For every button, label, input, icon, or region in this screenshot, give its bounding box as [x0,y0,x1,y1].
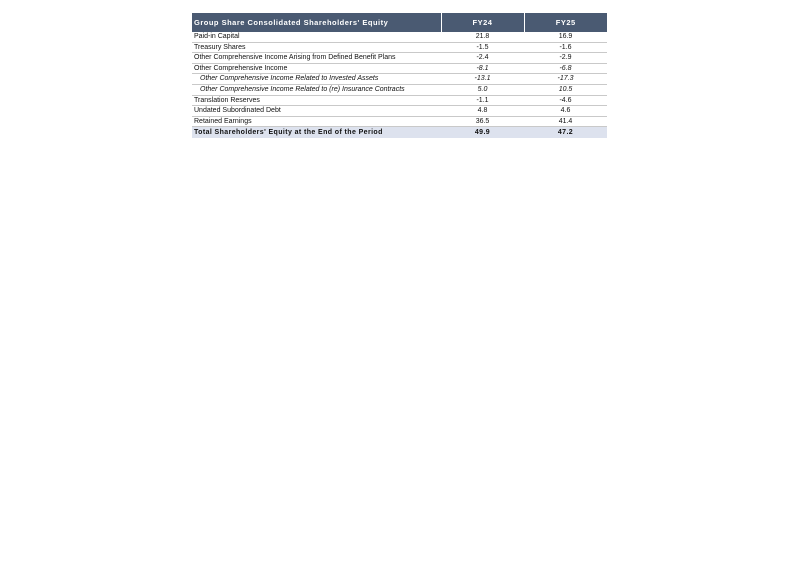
fy25-value: -17.3 [524,74,607,85]
fy24-value: -1.5 [441,42,524,53]
table-title-header: Group Share Consolidated Shareholders' Equity [192,13,441,32]
row-label: Translation Reserves [192,95,441,106]
fy24-value: 5.0 [441,84,524,95]
row-label: Other Comprehensive Income Related to (re) Insurance Contracts [192,84,441,95]
row-label: Other Comprehensive Income [192,63,441,74]
fy25-value: -1.6 [524,42,607,53]
table-row [192,42,607,53]
total-fy24-value: 49.9 [441,127,524,139]
fy24-value: 36.5 [441,116,524,127]
row-label: Other Comprehensive Income Related to Invested Assets [192,74,441,85]
table-row [192,116,607,127]
table-row [192,106,607,117]
fy24-value: -8.1 [441,63,524,74]
total-fy25-value: 47.2 [524,127,607,139]
row-label: Treasury Shares [192,42,441,53]
row-label: Retained Earnings [192,116,441,127]
fy25-value: -6.8 [524,63,607,74]
table-header-row [192,13,607,32]
equity-table-container [192,13,607,138]
table-row [192,32,607,42]
fy24-value: -2.4 [441,53,524,64]
row-label: Undated Subordinated Debt [192,106,441,117]
table-row [192,63,607,74]
table-row [192,95,607,106]
fy25-value: -2.9 [524,53,607,64]
fy24-value: 4.8 [441,106,524,117]
table-row [192,74,607,85]
table-row [192,53,607,64]
fy24-value: -1.1 [441,95,524,106]
total-label: Total Shareholders' Equity at the End of the Period [192,127,441,139]
fy24-value: -13.1 [441,74,524,85]
fy25-column-header: FY25 [524,13,607,32]
fy25-value: 10.5 [524,84,607,95]
row-label: Paid-in Capital [192,32,441,42]
table-row [192,84,607,95]
row-label: Other Comprehensive Income Arising from Defined Benefit Plans [192,53,441,64]
total-row [192,127,607,139]
fy25-value: 41.4 [524,116,607,127]
fy24-value: 21.8 [441,32,524,42]
fy25-value: 4.6 [524,106,607,117]
fy24-column-header: FY24 [441,13,524,32]
fy25-value: 16.9 [524,32,607,42]
equity-table [192,13,607,138]
fy25-value: -4.6 [524,95,607,106]
